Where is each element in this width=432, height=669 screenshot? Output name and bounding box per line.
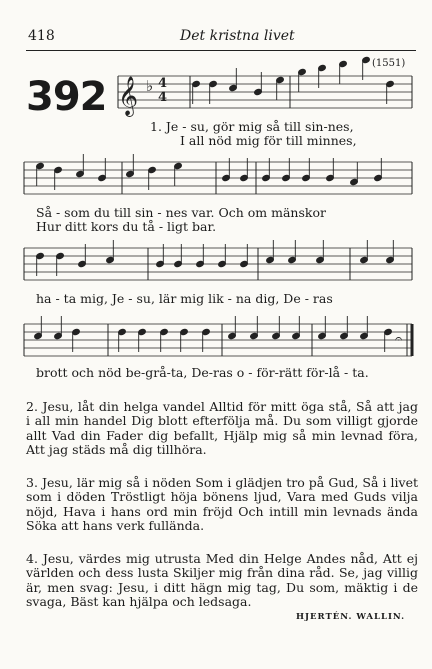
verse-4: 4. Jesu, värdes mig utrusta Med din Helge Andes nåd, Att ej världen och dess lusta Skiljer mig från dina råd. Se, jag villig är, men svag: Jesu, i ditt hägn mig tag, Du som, mäktig i de svaga, Bäst kan hjälpa och ledsaga. xyxy=(26,551,418,610)
lyric-line-1a: 1. Je - su, gör mig så till sin-nes, xyxy=(150,119,354,134)
running-title: Det kristna livet xyxy=(180,28,295,44)
key-signature-flat-icon: ♭ xyxy=(146,77,154,95)
lyric-line-1b: I all nöd mig för till minnes, xyxy=(180,133,357,148)
treble-clef-icon: 𝄞 xyxy=(118,76,139,116)
lyric-line-2b: Hur ditt kors du tå - ligt bar. xyxy=(36,219,217,234)
time-signature-bottom: 4 xyxy=(158,90,168,105)
hymn-year: (1551) xyxy=(372,58,406,69)
lyric-line-3: ha - ta mig, Je - su, lär mig lik - na dig, De - ras xyxy=(36,291,333,306)
lyric-line-4: brott och nöd be-grå-ta, De-ras o - för-rätt för-lå - ta. xyxy=(36,365,369,380)
lyric-line-2a: Så - som du till sin - nes var. Och om mänskor xyxy=(36,205,326,220)
attribution: HJERTÉN. WALLIN. xyxy=(296,612,406,622)
verse-2: 2. Jesu, låt din helga vandel Alltid för mitt öga stå, Så att jag i all min handel Dig blott efterfölja må. Du som villigt gjorde allt Vad din Fader dig befallt, Hjälp mig så min levnad föra, Att jag städs må dig tillhöra. xyxy=(26,399,418,458)
fermata-icon: 𝄐 xyxy=(395,332,403,347)
page-number: 418 xyxy=(28,28,55,44)
time-signature-top: 4 xyxy=(158,76,168,91)
hymn-number: 392 xyxy=(26,74,107,120)
verse-3: 3. Jesu, lär mig så i nöden Som i glädjen tro på Gud, Så i livet som i döden Tröstligt höja bönens ljud, Vara med Guds vilja nöjd, Hava i hans ord min fröjd Och intill min levnads ända Söka att hans verk fullända. xyxy=(26,475,418,534)
